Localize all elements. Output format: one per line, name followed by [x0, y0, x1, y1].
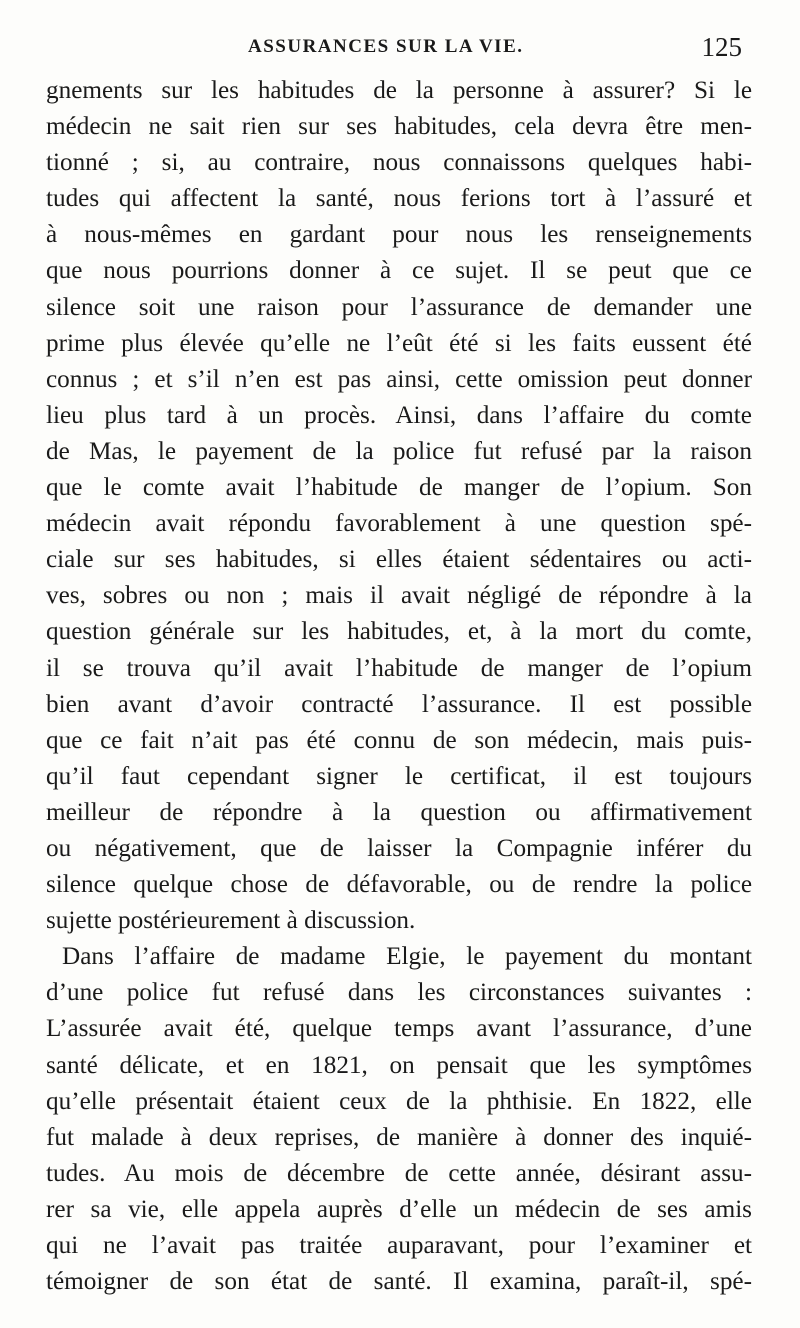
page-number: 125 [701, 32, 742, 62]
text-line: d’une police fut refusé dans les circonstances suivantes : [46, 979, 752, 1007]
text-line: qu’elle présentait étaient ceux de la phthisie. En 1822, elle [46, 1087, 752, 1115]
text-line: gnements sur les habitudes de la personne à assurer? Si le [46, 77, 752, 104]
text-line: témoigner de son état de santé. Il examina, paraît-il, spé- [46, 1268, 752, 1296]
paragraph-start-line: Dans l’affaire de madame Elgie, le payement du montant [62, 943, 752, 971]
text-line: qui ne l’avait pas traitée auparavant, pour l’examiner et [46, 1232, 752, 1259]
text-line: tionné ; si, au contraire, nous connaissons quelques habi- [46, 149, 752, 177]
text-line: que ce fait n’ait pas été connu de son médecin, mais puis- [46, 726, 752, 754]
text-line: silence soit une raison pour l’assurance de demander une [46, 293, 752, 321]
text-line: qu’il faut cependant signer le certificat, il est toujours [46, 762, 752, 790]
text-line: rer sa vie, elle appela auprès d’elle un médecin de ses amis [46, 1195, 752, 1223]
text-line: il se trouva qu’il avait l’habitude de manger de l’opium [46, 654, 752, 682]
text-line: ciale sur ses habitudes, si elles étaient sédentaires ou acti- [46, 546, 752, 574]
running-head [48, 30, 752, 70]
text-line: L’assurée avait été, quelque temps avant l’assurance, d’une [46, 1015, 752, 1043]
text-line: santé délicate, et en 1821, on pensait que les symptômes [46, 1051, 752, 1079]
text-line: lieu plus tard à un procès. Ainsi, dans l’affaire du comte [46, 401, 752, 429]
text-line: médecin ne sait rien sur ses habitudes, cela devra être men- [46, 113, 752, 141]
running-head-title: ASSURANCES SUR LA VIE. [248, 36, 524, 57]
text-line: bien avant d’avoir contracté l’assurance. Il est possible [46, 690, 752, 718]
text-line: fut malade à deux reprises, de manière à donner des inquié- [46, 1123, 752, 1151]
text-line: connus ; et s’il n’en est pas ainsi, cette omission peut donner [46, 365, 752, 393]
text-line: ves, sobres ou non ; mais il avait négligé de répondre à la [46, 582, 752, 610]
text-line: silence quelque chose de défavorable, ou de rendre la police [46, 871, 752, 899]
paragraph-end-line: sujette postérieurement à discussion. [46, 907, 416, 935]
text-line: médecin avait répondu favorablement à une question spé- [46, 510, 752, 538]
text-line: tudes qui affectent la santé, nous ferions tort à l’assuré et [46, 185, 752, 213]
body-text [46, 73, 752, 1300]
text-line: que nous pourrions donner à ce sujet. Il se peut que ce [46, 257, 752, 285]
text-line: ou négativement, que de laisser la Compagnie inférer du [46, 834, 752, 862]
text-line: prime plus élevée qu’elle ne l’eût été si les faits eussent été [46, 329, 752, 357]
text-line: meilleur de répondre à la question ou affirmativement [46, 798, 752, 826]
text-line: à nous-mêmes en gardant pour nous les renseignements [46, 221, 752, 249]
text-line: de Mas, le payement de la police fut refusé par la raison [46, 437, 752, 465]
text-line: tudes. Au mois de décembre de cette année, désirant assu- [46, 1159, 752, 1187]
text-line: question générale sur les habitudes, et, à la mort du comte, [46, 618, 752, 646]
text-line: que le comte avait l’habitude de manger de l’opium. Son [46, 474, 752, 502]
